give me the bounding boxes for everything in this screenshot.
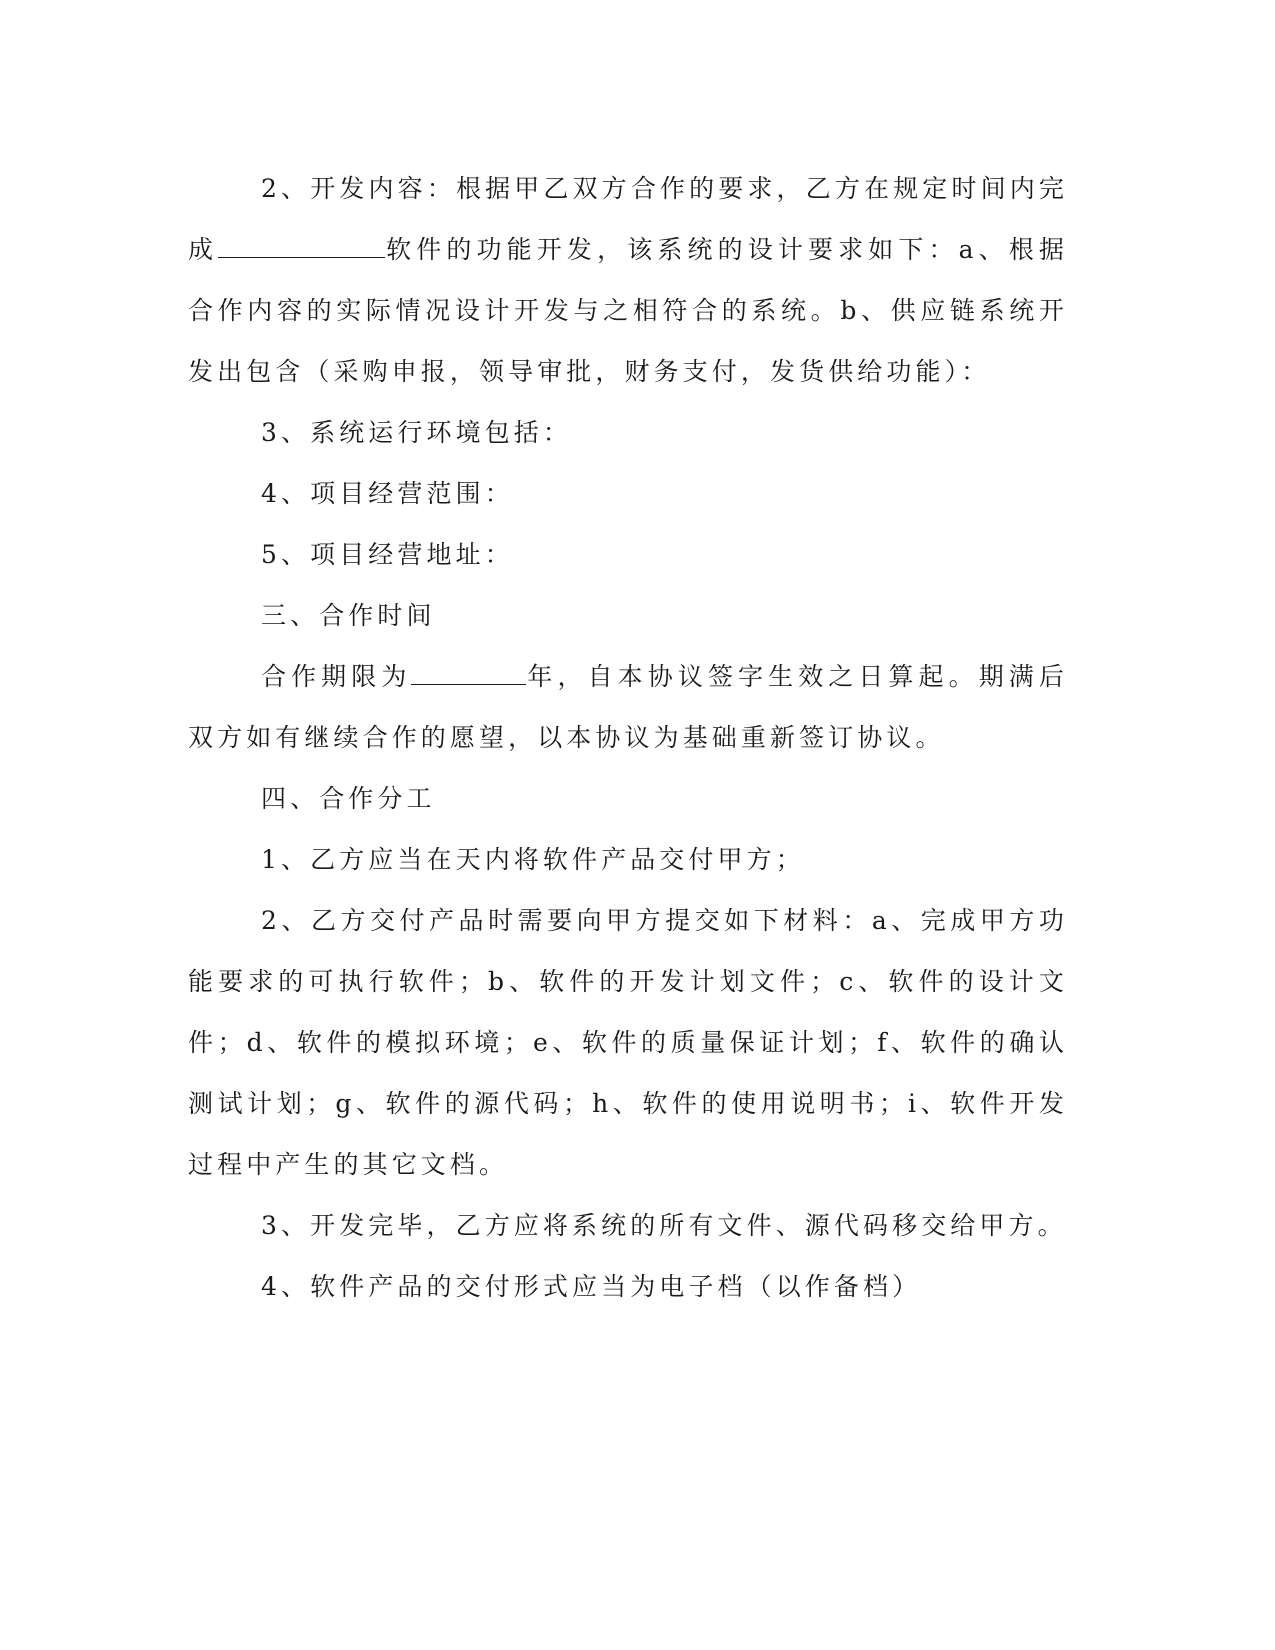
paragraph-cooperation-term bbox=[188, 646, 1068, 768]
section-heading-cooperation-time: 三、合作时间 bbox=[261, 601, 436, 630]
fill-in-blank-years bbox=[411, 654, 526, 685]
paragraph-text: 软件的功能开发，该系统的设计要求如下：a、根据合作内容的实际情况设计开发与之相符合的系统。b、供应链系统开发出包含（采购申报，领导审批，财务支付，发货供给功能）： bbox=[188, 235, 1068, 386]
paragraph-delivery-materials: 2、乙方交付产品时需要向甲方提交如下材料：a、完成甲方功能要求的可执行软件；b、软件的开发计划文件；c、软件的设计文件；d、软件的模拟环境；e、软件的质量保证计划；f、软件的确认测试计划；g、软件的源代码；h、软件的使用说明书；i、软件开发过程中产生的其它文档。 bbox=[188, 906, 1068, 1179]
paragraph-text: 2、开发内容：根据甲乙双方合作的要求，乙方在规定时间内完成 bbox=[188, 174, 1068, 264]
section-heading-division-of-work: 四、合作分工 bbox=[261, 784, 436, 813]
document-body bbox=[188, 158, 1068, 1317]
paragraph-delivery-deadline: 1、乙方应当在天内将软件产品交付甲方； bbox=[261, 845, 805, 874]
paragraph-runtime-environment: 3、系统运行环境包括： bbox=[261, 418, 573, 447]
paragraph-business-address: 5、项目经营地址： bbox=[261, 540, 514, 569]
paragraph-text: 合作期限为 bbox=[261, 662, 412, 691]
paragraph-handover: 3、开发完毕，乙方应将系统的所有文件、源代码移交给甲方。 bbox=[261, 1211, 1067, 1240]
fill-in-blank-software-name bbox=[218, 227, 385, 258]
paragraph-text: 年，自本协议签字生效之日算起。期满后双方如有继续合作的愿望，以本协议为基础重新签订协议。 bbox=[188, 662, 1068, 752]
paragraph-development-content bbox=[188, 158, 1068, 402]
paragraph-business-scope: 4、项目经营范围： bbox=[261, 479, 514, 508]
paragraph-delivery-format: 4、软件产品的交付形式应当为电子档（以作备档） bbox=[261, 1272, 922, 1301]
